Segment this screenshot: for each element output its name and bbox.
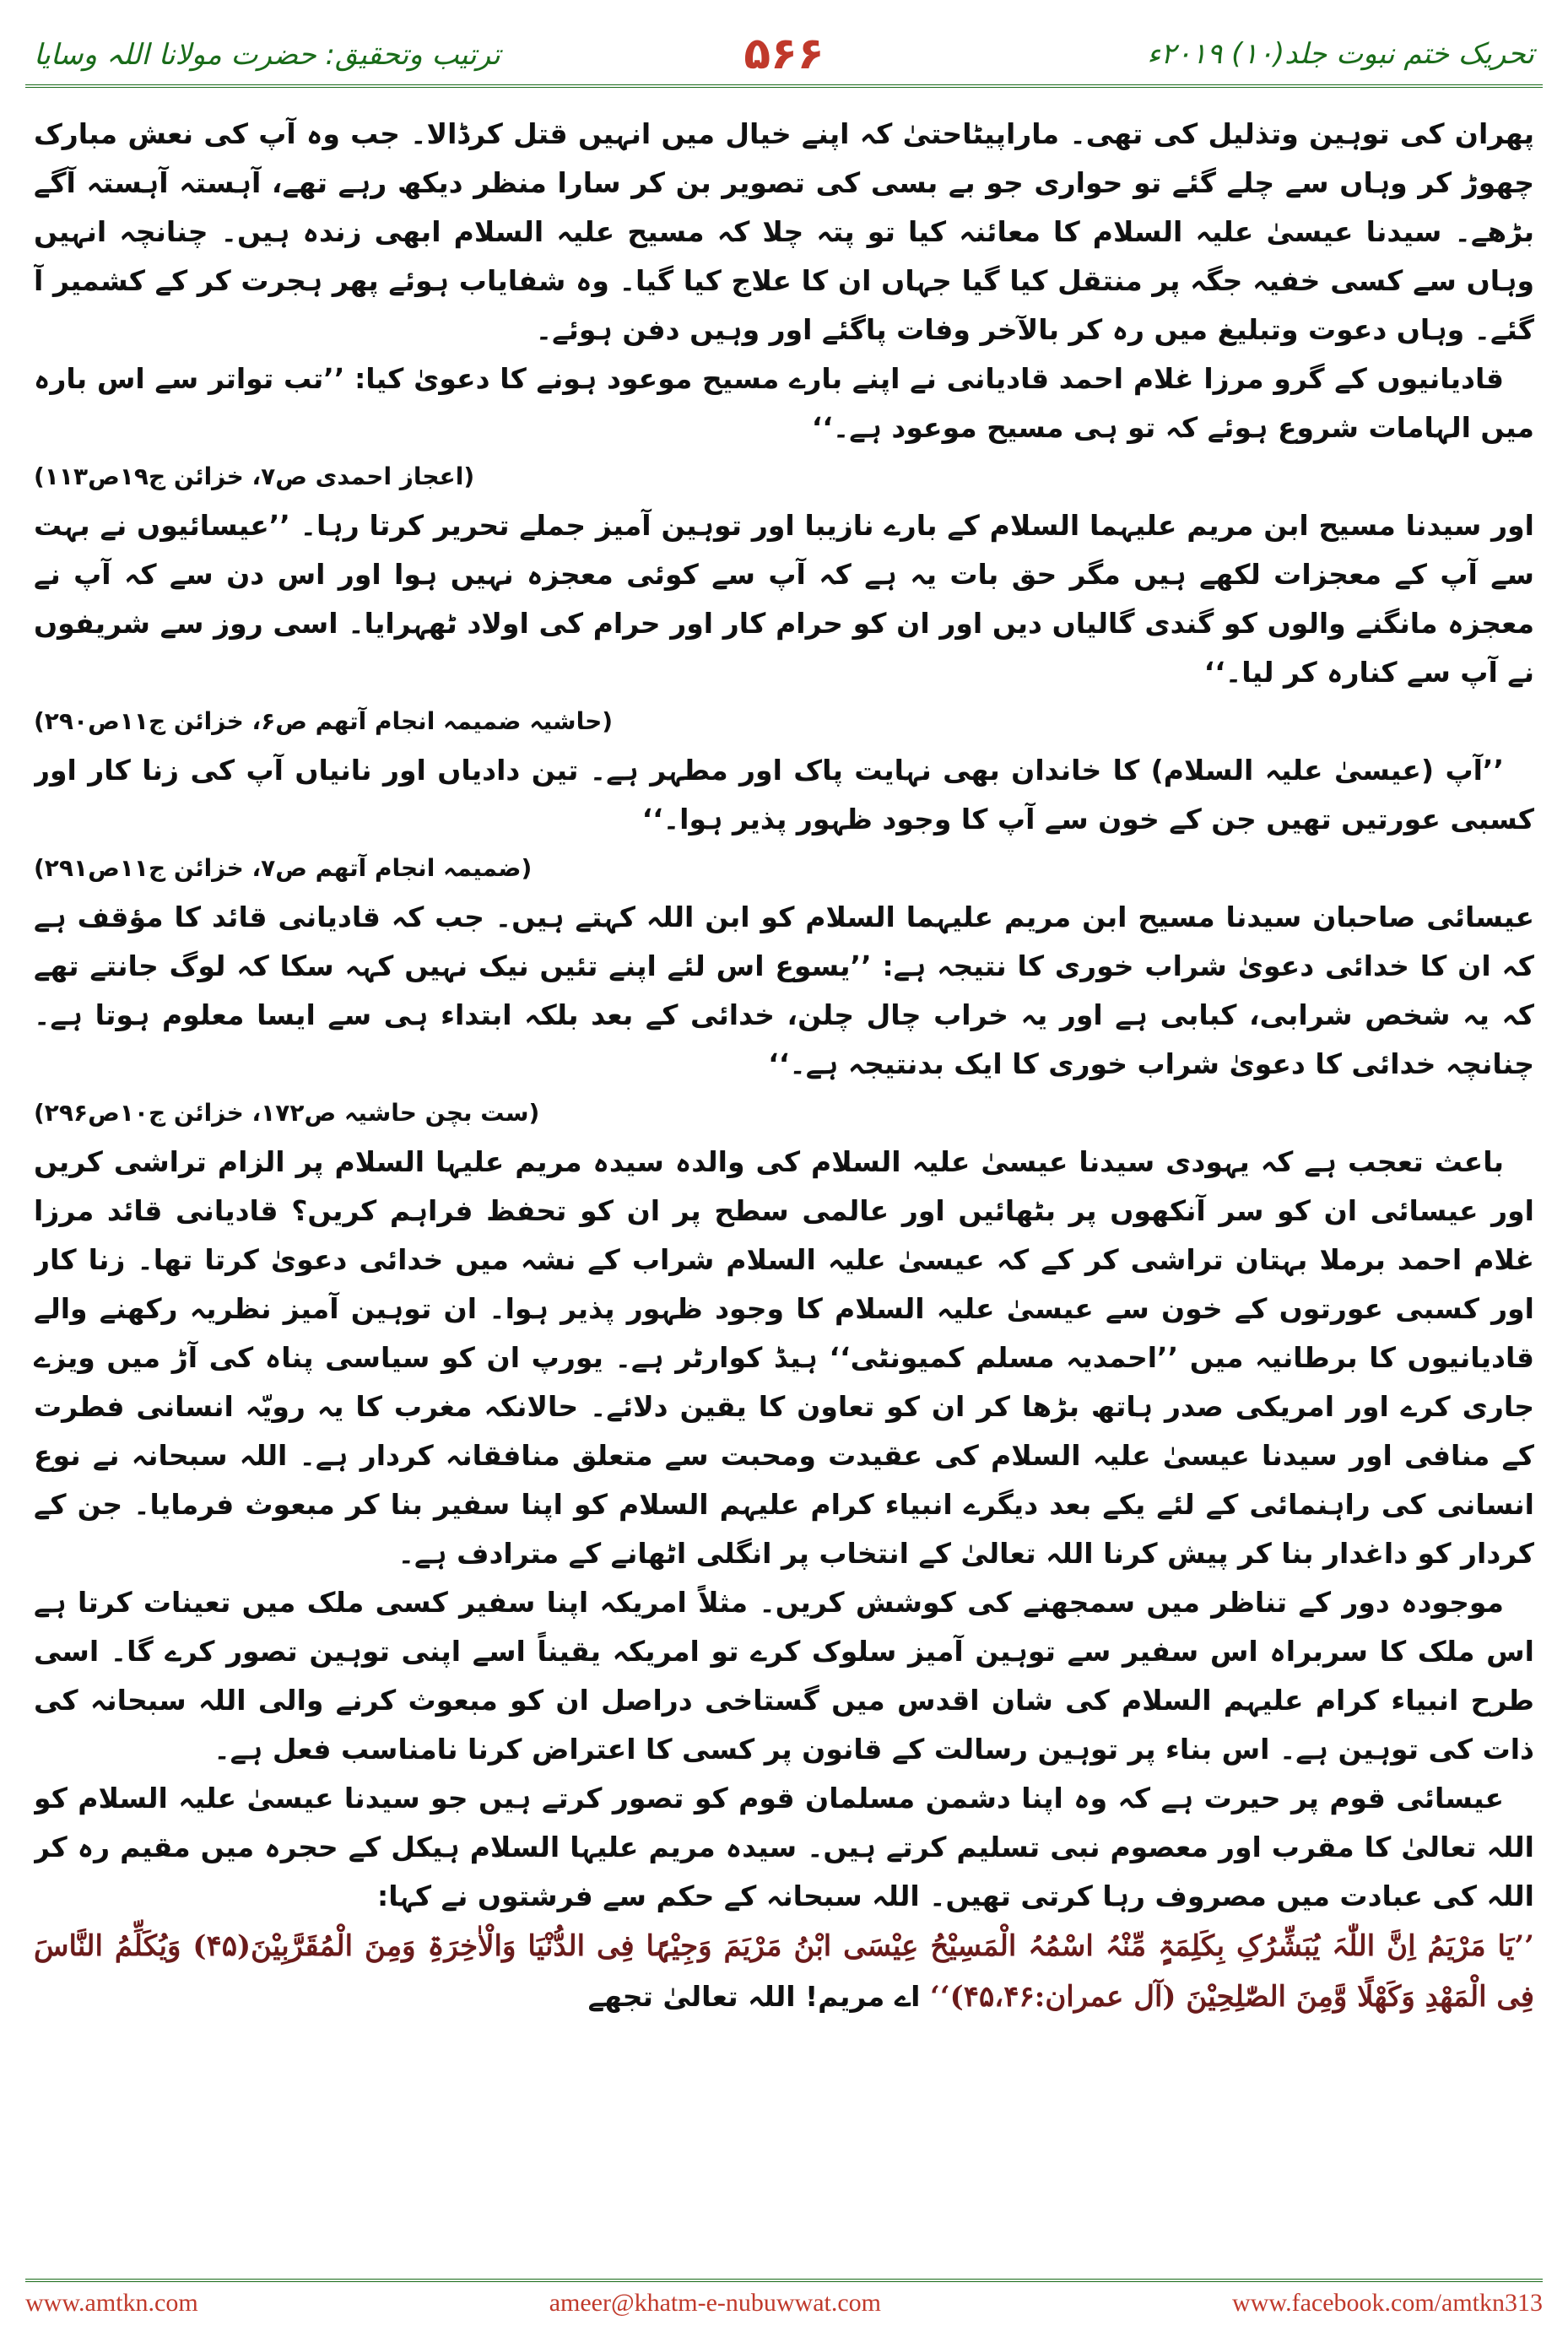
- paragraph-3: اور سیدنا مسیح ابن مریم علیہما السلام کے بارے نازیبا اور توہین آمیز جملے تحریر کرتا رہا۔ ’’عیسائیوں نے بہت سے آپ کے معجزات لکھے ہیں مگر حق بات یہ ہے کہ آپ سے کوئی معجزہ نہیں ہوا اور اس دن سے کہ آپ نے معجزہ مانگنے والوں کو گندی گالیاں دیں اور ان کو حرام کار اور حرام کی اولاد ٹھہرایا۔ اسی روز سے شریفوں نے آپ سے کنارہ کر لیا۔‘‘: [34, 509, 1534, 689]
- book-title: تحریک ختم نبوت جلد(۱۰) ۲۰۱۹ء: [1147, 37, 1534, 71]
- citation-row: [34, 1089, 1534, 1138]
- paragraph-8: عیسائی قوم پر حیرت ہے کہ وہ اپنا دشمن مسلمان قوم کو تصور کرتے ہیں جو سیدنا عیسیٰ علیہ السلام کو اللہ تعالیٰ کا مقرب اور معصوم نبی تسلیم کرتے ہیں۔ سیدہ مریم علیہا السلام ہیکل کے حجرہ میں مقیم رہ کر اللہ کی عبادت میں مصروف رہا کرتی تھیں۔ اللہ سبحانہ کے حکم سے فرشتوں نے کہا:: [34, 1782, 1534, 1912]
- paragraph-1: پھران کی توہین وتذلیل کی تھی۔ ماراپیٹاحتیٰ کہ اپنے خیال میں انہیں قتل کرڈالا۔ جب وہ آپ کی نعش مبارک چھوڑ کر وہاں سے چلے گئے تو حواری جو بے بسی کی تصویر بن کر سارا منظر دیکھ رہے تھے، آہستہ آہستہ آگے بڑھے۔ سیدنا عیسیٰ علیہ السلام کا معائنہ کیا تو پتہ چلا کہ مسیح علیہ السلام ابھی زندہ ہیں۔ چنانچہ انہیں وہاں سے کسی خفیہ جگہ پر منتقل کیا گیا جہاں ان کا علاج کیا گیا۔ وہ شفایاب ہوئے پھر ہجرت کر کے کشمیر آ گئے۔ وہاں دعوت وتبلیغ میں رہ کر بالآخر وفات پاگئے اور وہیں دفن ہوئے۔: [34, 117, 1534, 346]
- citation-row: [34, 844, 1534, 893]
- compiler-credit: ترتیب وتحقیق: حضرت مولانا اللہ وسایا: [34, 38, 500, 72]
- facebook-link[interactable]: www.facebook.com/amtkn313: [1232, 2289, 1543, 2317]
- quran-quote: [34, 1921, 1534, 2022]
- paragraph-6: باعث تعجب ہے کہ یہودی سیدنا عیسیٰ علیہ السلام کی والدہ سیدہ مریم علیہا السلام پر الزام تراشی کریں اور عیسائی ان کو سر آنکھوں پر بٹھائیں اور عالمی سطح پر ان کو تحفظ فراہم کریں؟ قادیانی قائد مرزا غلام احمد برملا بہتان تراشی کر کے کہ عیسیٰ علیہ السلام شراب کے نشہ میں خدائی دعویٰ کرتا تھا۔ زنا کار اور کسبی عورتوں کے خون سے عیسیٰ علیہ السلام کا وجود ظہور پذیر ہوا۔ ان توہین آمیز نظریہ رکھنے والے قادیانیوں کا برطانیہ میں ’’احمدیہ مسلم کمیونٹی‘‘ ہیڈ کوارٹر ہے۔ یورپ ان کو سیاسی پناہ کی آڑ میں ویزے جاری کرے اور امریکی صدر ہاتھ بڑھا کر ان کو تعاون کا یقین دلائے۔ حالانکہ مغرب کا یہ رویّہ انسانی فطرت کے منافی اور سیدنا عیسیٰ علیہ السلام کی عقیدت ومحبت سے متعلق منافقانہ کردار ہے۔ اللہ سبحانہ نے نوع انسانی کی راہنمائی کے لئے یکے بعد دیگرے انبیاء کرام علیہم السلام کو اپنا سفیر بنا کر مبعوث فرمایا۔ جن کے کردار کو داغدار بنا کر پیش کرنا اللہ تعالیٰ کے انتخاب پر انگلی اٹھانے کے مترادف ہے۔: [34, 1145, 1534, 1570]
- email-link[interactable]: ameer@khatm-e-nubuwwat.com: [549, 2289, 882, 2317]
- header-divider: [25, 84, 1543, 88]
- reference-3: (ضمیمہ انجام آتھم ص۷، خزائن ج۱۱ص۲۹۱): [34, 854, 533, 882]
- reference-1: (اعجاز احمدی ص۷، خزائن ج۱۹ص۱۱۳): [34, 462, 475, 490]
- paragraph-4: ’’آپ (عیسیٰ علیہ السلام) کا خاندان بھی نہایت پاک اور مطہر ہے۔ تین دادیاں اور نانیاں آپ کی زنا کار اور کسبی عورتیں تھیں جن کے خون سے آپ کا وجود ظہور پذیر ہوا۔‘‘: [34, 754, 1534, 836]
- page-footer: [25, 2289, 1543, 2323]
- citation-row: [34, 452, 1534, 501]
- citation-row: [34, 697, 1534, 746]
- arabic-verse: ’’یَا مَرْیَمُ اِنَّ اللّٰہَ یُبَشِّرُکِ بِکَلِمَۃٍ مِّنْہُ اسْمُہُ الْمَسِیْحُ عِیْسَی ابْنُ مَرْیَمَ وَجِیْہًا فِی الدُّنْیَا وَالْاٰخِرَۃِ وَمِنَ الْمُقَرَّبِیْنَ(۴۵) وَیُکَلِّمُ النَّاسَ فِی الْمَھْدِ وَکَھْلًا وَّمِنَ الصّٰلِحِیْنَ (آل عمران:۴۵،۴۶)‘‘: [34, 1929, 1534, 2014]
- reference-2: (حاشیہ ضمیمہ انجام آتھم ص۶، خزائن ج۱۱ص۲۹۰): [34, 707, 614, 735]
- paragraph-2: قادیانیوں کے گرو مرزا غلام احمد قادیانی نے اپنے بارے مسیح موعود ہونے کا دعویٰ کیا: ’’تب تواتر سے اس بارہ میں الہامات شروع ہوئے کہ تو ہی مسیح موعود ہے۔‘‘: [34, 362, 1534, 444]
- page-header: [25, 25, 1543, 84]
- footer-divider: [25, 2279, 1543, 2282]
- quote-translation-start: اے مریم! اللہ تعالیٰ تجھے: [587, 1980, 921, 2013]
- paragraph-5: عیسائی صاحبان سیدنا مسیح ابن مریم علیہما السلام کو ابن اللہ کہتے ہیں۔ جب کہ قادیانی قائد کا مؤقف ہے کہ ان کا خدائی دعویٰ شراب خوری کا نتیجہ ہے: ’’یسوع اس لئے اپنے تئیں نیک نہیں کہہ سکا کہ لوگ جانتے تھے کہ یہ شخص شرابی، کبابی ہے اور یہ خراب چال چلن، خدائی کے بعد بلکہ ابتداء ہی سے ایسا معلوم ہوتا ہے۔ چنانچہ خدائی کا دعویٰ شراب خوری کا ایک بدنتیجہ ہے۔‘‘: [34, 901, 1534, 1080]
- page-number: ۵۶۶: [743, 29, 825, 79]
- page-body: [34, 110, 1534, 2245]
- paragraph-7: موجودہ دور کے تناظر میں سمجھنے کی کوشش کریں۔ مثلاً امریکہ اپنا سفیر کسی ملک میں تعینات کرتا ہے اس ملک کا سربراہ اس سفیر سے توہین آمیز سلوک کرے تو امریکہ یقیناً اسے اپنی توہین تصور کرے گا۔ اسی طرح انبیاء کرام علیہم السلام کی شان اقدس میں گستاخی دراصل ان کو مبعوث کرنے والی اللہ سبحانہ کی ذات کی توہین ہے۔ اس بناء پر توہین رسالت کے قانون پر کسی کا اعتراض کرنا نامناسب فعل ہے۔: [34, 1586, 1534, 1766]
- reference-4: (ست بچن حاشیہ ص۱۷۲، خزائن ج۱۰ص۲۹۶): [34, 1099, 540, 1127]
- website-link[interactable]: www.amtkn.com: [25, 2289, 198, 2317]
